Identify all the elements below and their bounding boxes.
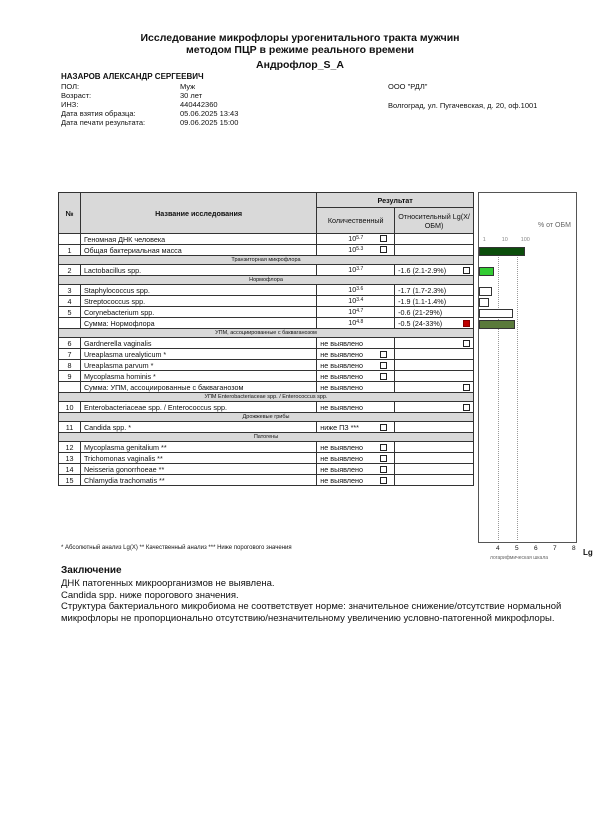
conclusion-text	[61, 578, 581, 624]
row-number: 5	[59, 307, 81, 318]
quant-value: не выявлено	[320, 338, 363, 348]
quant-value: не выявлено	[320, 382, 363, 392]
quant-value: не выявлено	[320, 360, 363, 370]
relative-cell	[395, 296, 474, 307]
axis-tick-label: 5	[515, 545, 519, 552]
quant-checkbox	[380, 246, 387, 253]
top-tick-label: 1	[482, 237, 486, 243]
quant-cell	[317, 453, 395, 464]
test-name: Сумма: Нормофлора	[80, 318, 316, 329]
table-row	[59, 265, 474, 276]
test-name: Общая бактериальная масса	[80, 245, 316, 256]
quant-value: не выявлено	[320, 371, 363, 381]
quant-value: 10	[348, 245, 357, 254]
results-table	[58, 192, 474, 486]
patient-name: НАЗАРОВ АЛЕКСАНДР СЕРГЕЕВИЧ	[61, 72, 204, 81]
table-row	[59, 360, 474, 371]
quant-checkbox	[380, 477, 387, 484]
table-row	[59, 245, 474, 256]
quant-cell	[317, 318, 395, 329]
row-number: 1	[59, 245, 81, 256]
section-label: Дрожжевые грибы	[59, 413, 474, 422]
table-row	[59, 475, 474, 486]
quant-cell	[317, 402, 395, 413]
quant-value: 10	[348, 307, 357, 316]
col-result-header: Результат	[317, 193, 474, 208]
chart-bar	[479, 298, 489, 307]
field-label: Возраст:	[61, 91, 92, 100]
conclusion-line: Структура бактериального микробиома не соответствует норме: значительное снижение/отсутствие нормальной микрофлоры не пропорционально отсутствию/незначительному увеличению условно-патогенной микрофлоры.	[61, 601, 562, 624]
table-row	[59, 318, 474, 329]
field-value: 05.06.2025 13:43	[180, 109, 239, 118]
row-number	[59, 234, 81, 245]
table-row	[59, 464, 474, 475]
chart-bar	[479, 267, 494, 276]
quant-exponent: 3.4	[356, 297, 364, 303]
quant-cell	[317, 296, 395, 307]
conclusion-heading: Заключение	[61, 565, 122, 576]
footnote: * Абсолютный анализ Lg(X) ** Качественный анализ *** Ниже порогового значения	[61, 545, 292, 551]
relative-value: -0.6 (21-29%)	[398, 307, 443, 317]
test-name: Lactobacillus spp.	[80, 265, 316, 276]
test-name: Сумма: УПМ, ассоциированные с бакваганозом	[80, 382, 316, 393]
quant-value: не выявлено	[320, 475, 363, 485]
lab-address: Волгоград, ул. Пугачевская, д. 20, оф.1001	[388, 101, 538, 110]
relative-checkbox	[463, 340, 470, 347]
relative-cell	[395, 307, 474, 318]
relative-cell	[395, 245, 474, 256]
patient-field-labels	[61, 82, 145, 127]
quant-cell	[317, 245, 395, 256]
quant-cell	[317, 307, 395, 318]
chart-bar	[479, 309, 513, 318]
table-row	[59, 453, 474, 464]
quant-cell	[317, 464, 395, 475]
axis-unit: Lg	[583, 548, 593, 557]
quant-checkbox	[380, 351, 387, 358]
quant-exponent: 3.6	[356, 286, 364, 292]
section-row	[59, 256, 474, 265]
relative-cell	[395, 453, 474, 464]
quant-exponent: 4.8	[356, 319, 364, 325]
relative-checkbox	[463, 384, 470, 391]
test-name: Enterobacteriaceae spp. / Enterococcus spp.	[80, 402, 316, 413]
top-tick-label: 10	[501, 237, 508, 243]
axis-tick-label: 6	[534, 545, 538, 552]
quant-value: 10	[348, 234, 357, 243]
table-row	[59, 307, 474, 318]
quant-exponent: 5.3	[356, 246, 364, 252]
row-number: 11	[59, 422, 81, 433]
relative-cell	[395, 382, 474, 393]
chart-panel	[478, 192, 577, 543]
test-name: Chlamydia trachomatis **	[80, 475, 316, 486]
relative-cell	[395, 464, 474, 475]
conclusion-line: ДНК патогенных микроорганизмов не выявлена.	[61, 578, 275, 589]
row-number: 6	[59, 338, 81, 349]
axis-tick-label: 4	[496, 545, 500, 552]
row-number	[59, 318, 81, 329]
section-label: УПМ, ассоциированные с бакваганозом	[59, 329, 474, 338]
quant-checkbox	[380, 444, 387, 451]
table-row	[59, 234, 474, 245]
quant-value: ниже ПЗ ***	[320, 422, 359, 432]
lab-name: ООО "РДЛ"	[388, 82, 428, 91]
relative-value: -0.5 (24-33%)	[398, 318, 443, 328]
quant-checkbox	[380, 466, 387, 473]
relative-cell	[395, 349, 474, 360]
axis-tick-label: 8	[572, 545, 576, 552]
gridline	[498, 250, 499, 540]
section-label: Нормофлора	[59, 276, 474, 285]
quant-checkbox	[380, 373, 387, 380]
section-label: Патогены	[59, 433, 474, 442]
quant-cell	[317, 360, 395, 371]
col-rel-header: Относительный Lg(X/ОБМ)	[395, 208, 474, 234]
chart-bar	[479, 287, 492, 296]
relative-cell	[395, 371, 474, 382]
relative-cell	[395, 422, 474, 433]
quant-cell	[317, 422, 395, 433]
quant-checkbox	[380, 455, 387, 462]
col-name-header: Название исследования	[80, 193, 316, 234]
table-row	[59, 338, 474, 349]
relative-cell	[395, 318, 474, 329]
col-quant-header: Количественный	[317, 208, 395, 234]
quant-value: 10	[348, 265, 357, 274]
quant-cell	[317, 475, 395, 486]
row-number: 7	[59, 349, 81, 360]
field-value: Муж	[180, 82, 196, 91]
test-name: Corynebacterium spp.	[80, 307, 316, 318]
field-value: 440442360	[180, 100, 218, 109]
table-row	[59, 296, 474, 307]
test-name: Ureaplasma urealyticum *	[80, 349, 316, 360]
section-row	[59, 393, 474, 402]
quant-value: 10	[348, 318, 357, 327]
test-name: Mycoplasma genitalium **	[80, 442, 316, 453]
field-label: Дата печати результата:	[61, 118, 146, 127]
quant-cell	[317, 285, 395, 296]
table-row	[59, 422, 474, 433]
relative-value: -1.6 (2.1-2.9%)	[398, 265, 447, 275]
section-row	[59, 329, 474, 338]
row-number: 8	[59, 360, 81, 371]
top-tick-label: 100	[520, 237, 530, 243]
relative-cell	[395, 285, 474, 296]
quant-exponent: 4.7	[356, 308, 364, 314]
row-number	[59, 382, 81, 393]
relative-value: -1.9 (1.1-1.4%)	[398, 296, 447, 306]
quant-checkbox	[380, 362, 387, 369]
relative-checkbox	[463, 320, 470, 327]
table-row	[59, 349, 474, 360]
row-number: 2	[59, 265, 81, 276]
section-row	[59, 276, 474, 285]
relative-cell	[395, 265, 474, 276]
quant-checkbox	[380, 235, 387, 242]
test-name: Candida spp. *	[80, 422, 316, 433]
quant-value: не выявлено	[320, 442, 363, 452]
quant-cell	[317, 442, 395, 453]
relative-checkbox	[463, 404, 470, 411]
quant-cell	[317, 265, 395, 276]
table-row	[59, 402, 474, 413]
quant-cell	[317, 349, 395, 360]
quant-cell	[317, 371, 395, 382]
relative-checkbox	[463, 267, 470, 274]
report-title-line1: Исследование микрофлоры урогенитального тракта мужчин	[140, 32, 460, 44]
quant-value: 10	[348, 296, 357, 305]
relative-cell	[395, 442, 474, 453]
quant-exponent: 5.7	[356, 235, 364, 241]
test-name: Ureaplasma parvum *	[80, 360, 316, 371]
quant-cell	[317, 234, 395, 245]
field-label: ПОЛ:	[61, 82, 80, 91]
quant-checkbox	[380, 424, 387, 431]
relative-cell	[395, 475, 474, 486]
field-label: Дата взятия образца:	[61, 109, 136, 118]
test-name: Streptococcus spp.	[80, 296, 316, 307]
section-row	[59, 413, 474, 422]
test-name: Trichomonas vaginalis **	[80, 453, 316, 464]
row-number: 4	[59, 296, 81, 307]
quant-cell	[317, 382, 395, 393]
report-subtitle: Андрофлор_S_A	[256, 59, 344, 71]
quant-exponent: 3.7	[356, 266, 364, 272]
report-title-line2: методом ПЦР в режиме реального времени	[186, 44, 414, 56]
section-label: Транзиторная микрофлора	[59, 256, 474, 265]
row-number: 3	[59, 285, 81, 296]
row-number: 12	[59, 442, 81, 453]
test-name: Mycoplasma hominis *	[80, 371, 316, 382]
chart-bar	[479, 320, 515, 329]
section-row	[59, 433, 474, 442]
relative-cell	[395, 360, 474, 371]
quant-cell	[317, 338, 395, 349]
table-row	[59, 285, 474, 296]
field-label: ИНЗ:	[61, 100, 79, 109]
quant-value: не выявлено	[320, 464, 363, 474]
table-row	[59, 442, 474, 453]
relative-value: -1.7 (1.7-2.3%)	[398, 285, 447, 295]
test-name: Staphylococcus spp.	[80, 285, 316, 296]
row-number: 10	[59, 402, 81, 413]
row-number: 14	[59, 464, 81, 475]
table-row	[59, 382, 474, 393]
quant-value: не выявлено	[320, 453, 363, 463]
results-body	[59, 234, 474, 486]
test-name: Neisseria gonorrhoeae **	[80, 464, 316, 475]
quant-value: не выявлено	[320, 402, 363, 412]
relative-cell	[395, 338, 474, 349]
relative-cell	[395, 402, 474, 413]
test-name: Геномная ДНК человека	[80, 234, 316, 245]
table-row	[59, 371, 474, 382]
chart-bar	[479, 247, 525, 256]
chart-label: % от ОБМ	[538, 222, 571, 229]
field-value: 09.06.2025 15:00	[180, 118, 239, 127]
row-number: 13	[59, 453, 81, 464]
patient-field-values	[180, 82, 238, 127]
row-number: 9	[59, 371, 81, 382]
quant-value: не выявлено	[320, 349, 363, 359]
col-no-header: №	[59, 193, 81, 234]
conclusion-line: Candida spp. ниже порогового значения.	[61, 589, 239, 601]
gridline	[517, 250, 518, 540]
quant-value: 10	[348, 285, 357, 294]
section-label: УПМ Enterobacteriaceae spp. / Enterococcus spp.	[59, 393, 474, 402]
test-name: Gardnerella vaginalis	[80, 338, 316, 349]
axis-tick-label: 7	[553, 545, 557, 552]
relative-cell	[395, 234, 474, 245]
row-number: 15	[59, 475, 81, 486]
field-value: 30 лет	[180, 91, 203, 100]
axis-caption: логарифмическая шкала	[490, 555, 549, 561]
